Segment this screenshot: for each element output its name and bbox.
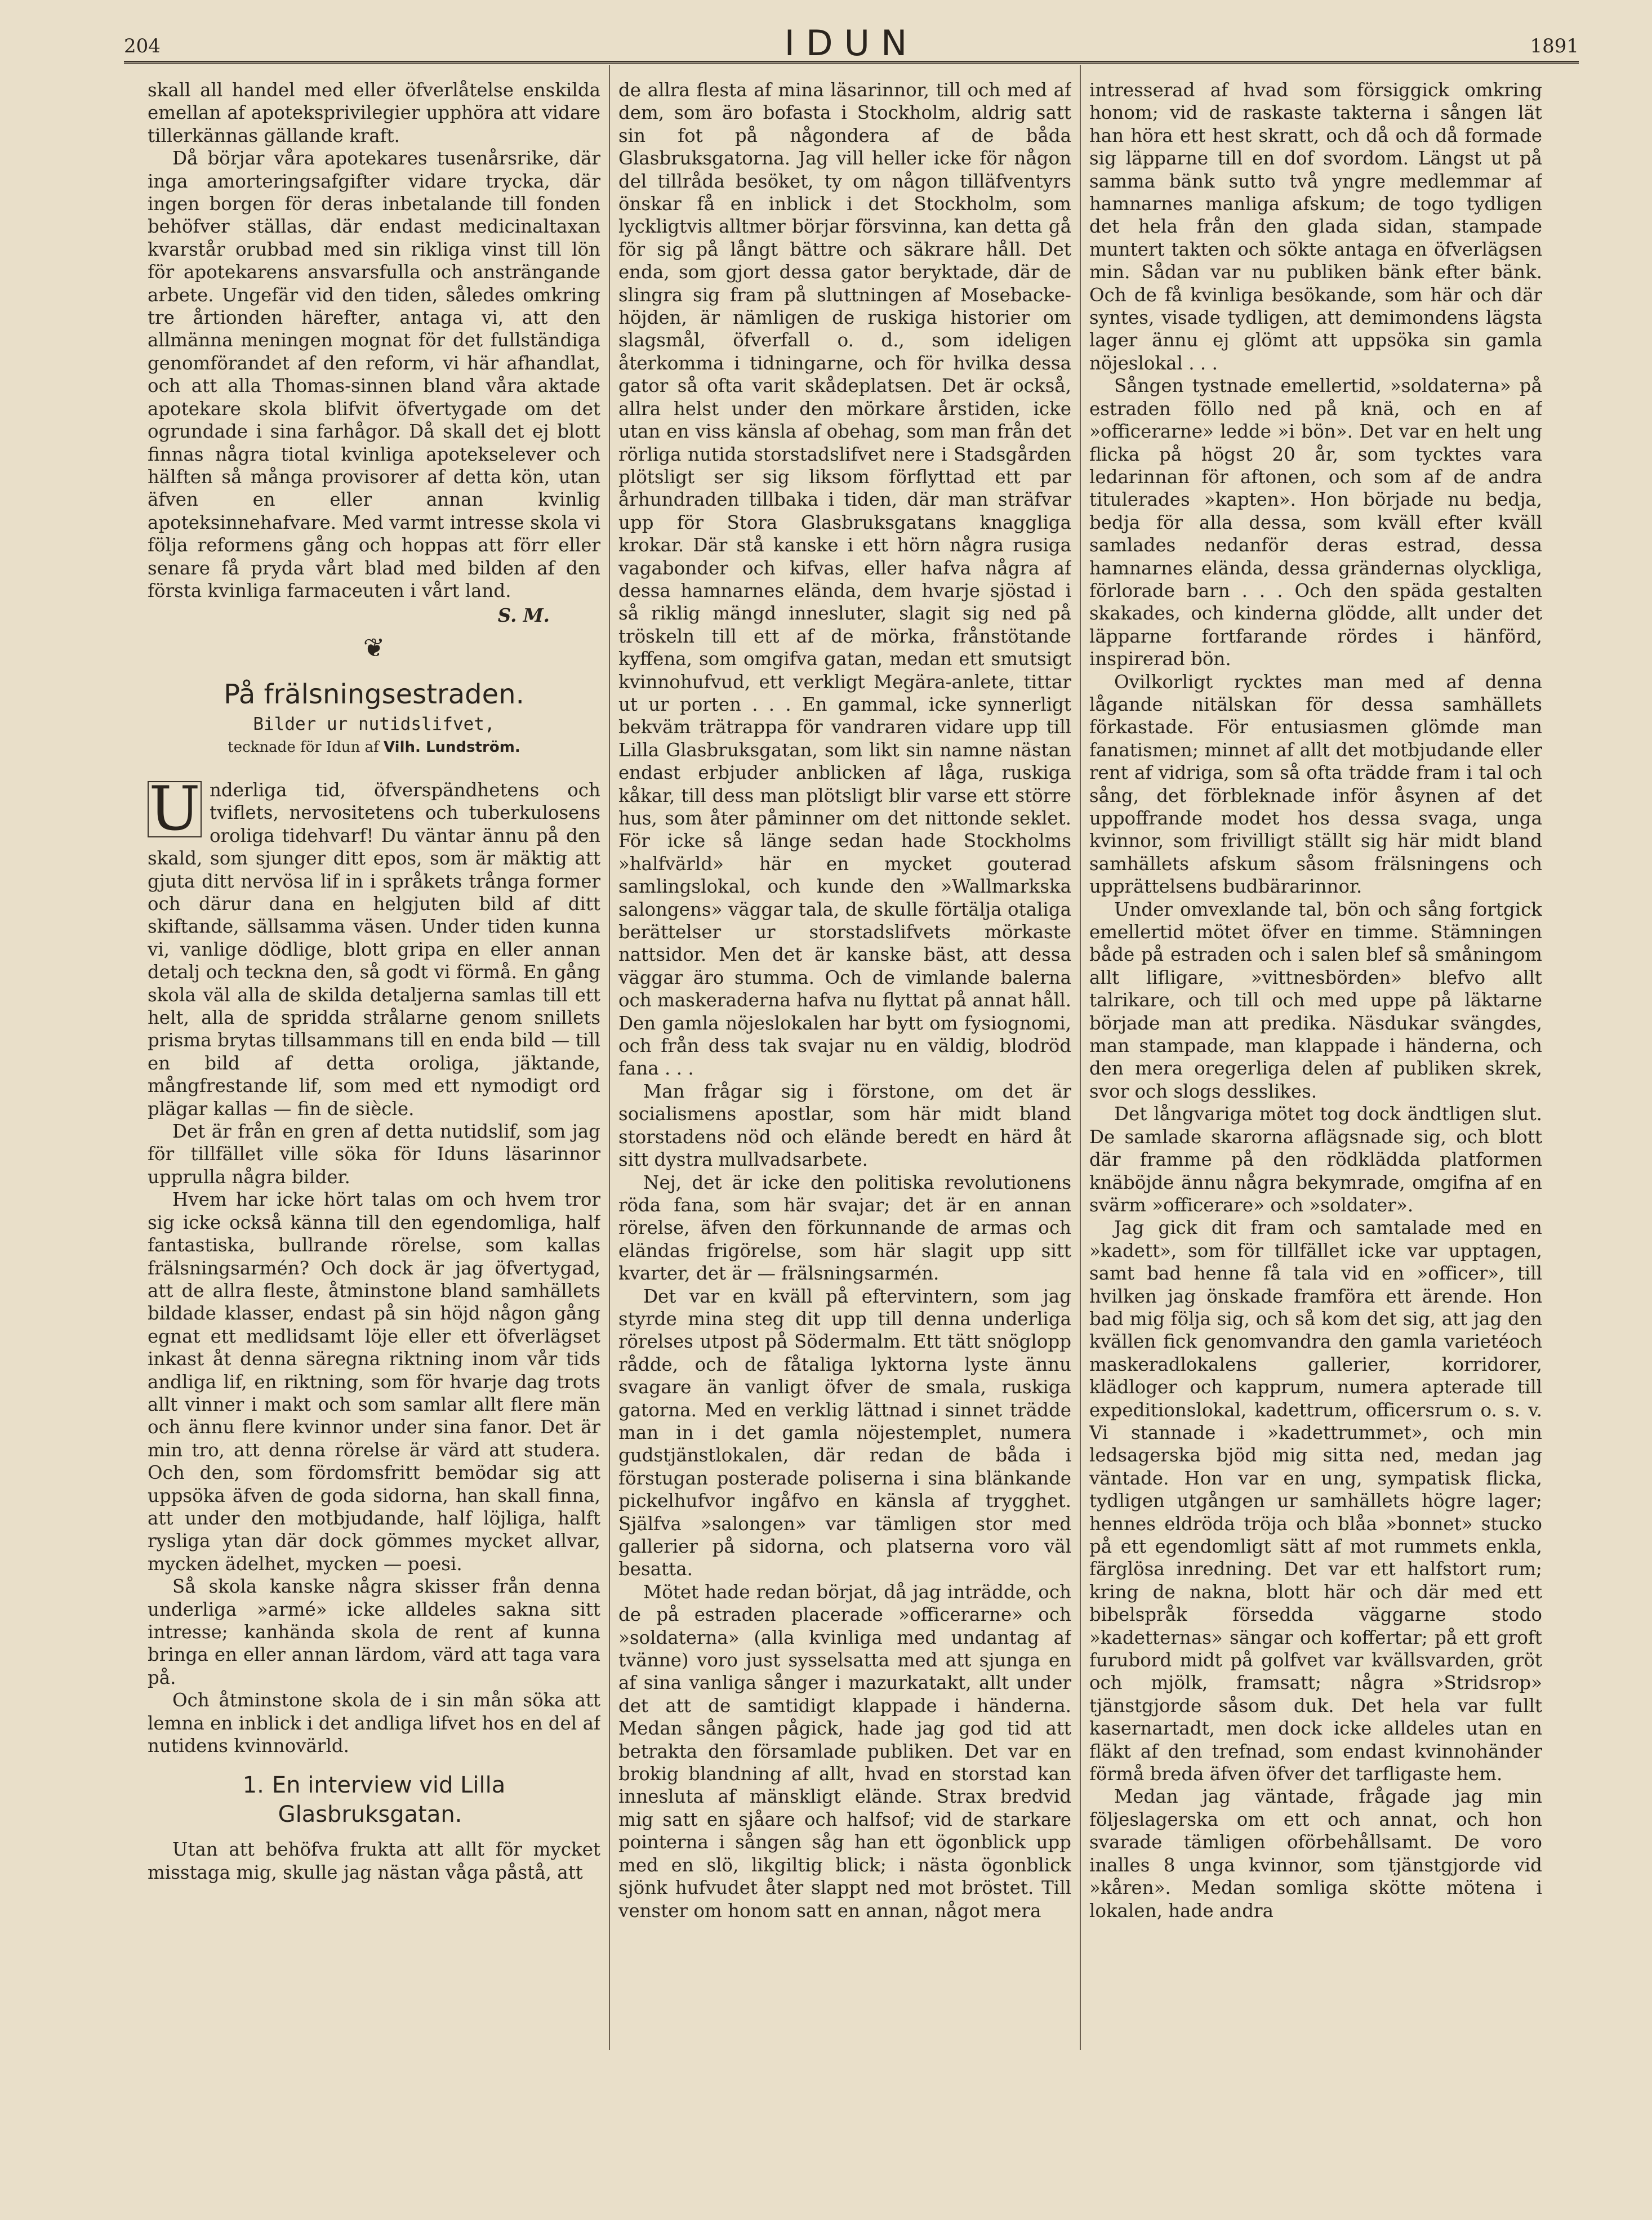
body-paragraph: nderliga tid, öfverspändhetens och tviflets, nervositetens och tuberkulosens oroliga tidehvarf! Du väntar ännu på den skald, som sjunger ditt epos, som är mäktig att gjuta ditt nervösa lif in i språkets trånga former och därur dana en helgjuten bild af ditt skiftande, sällsamma väsen. Under tiden kunna vi, vanlige dödlige, blott gripa en eller annan detalj och teckna den, så godt vi förmå. En gång skola väl alla de skilda detaljerna samlas till ett helt, alla de spridda strålarne genom snillets prisma brytas tillsammans till en enda bild — till en bild af detta oroliga, jäktande, mångfrestande lif, som med ett nymodigt ord plägar kallas — fin de siècle. xyxy=(148,779,600,1120)
body-paragraph: Ovilkorligt rycktes man med af denna lågande nitälskan för dessa samhällets förkastade. För entusiasmen glömde man fanatismen; minnet af allt det motbjudande eller rent af vidriga, som så ofta trädde fram i tal och sång, det förbleknade inför åsynen af det uppoffrande modet hos dessa svaga, unga kvinnor, som frivilligt ställt sig här midt bland samhällets afskum såsom frälsningens och upprättelsens budbärarinnor. xyxy=(1089,671,1542,898)
column-divider-1 xyxy=(609,65,610,2050)
article-signature: S. M. xyxy=(497,604,550,627)
body-paragraph: Nej, det är icke den politiska revolutionens röda fana, som här svajar; det är en annan rörelse, äfven den förkunnande de armas och eländas frigörelse, som här slagit upp sitt kvarter, det är — frälsningsarmén. xyxy=(618,1171,1071,1285)
ornament-icon: ❦ xyxy=(363,632,385,663)
drop-cap: U xyxy=(148,781,202,837)
body-paragraph: Det långvariga mötet tog dock ändtligen slut. De samlade skarorna aflägsnade sig, och blott där framme på den rödklädda platformen knäböjde ännu några bekymrade, omgifna af en svärm »officerare» och »soldater». xyxy=(1089,1103,1542,1216)
body-paragraph: Då börjar våra apotekares tusenårsrike, där inga amorteringsafgifter vidare trycka, där ingen borgen för deras inbetalande till fonden behöfver ställas, där endast medicinaltaxan kvarstår orubbad med sin rikliga vinst till lön för apotekarens ansvarsfulla och ansträngande arbete. Ungefär vid den tiden, således omkring tre årtionden härefter, antaga vi, att den allmänna meningen mognat för det fullständiga genomförandet af den reform, vi här afhandlat, och att alla Thomas-sinnen bland våra aktade apotekare skola blifvit öfvertygade om det ogrundade i sina farhågor. Då skall det ej blott finnas några tiotal kvinliga apotekselever och hälften så många provisorer af detta kön, utan äfven en eller annan kvinlig apoteksinnehafvare. Med varmt intresse skola vi följa reformens gång och hoppas att förr eller senare få pryda vårt blad med bilden af den första kvinliga farmaceuten i vårt land. xyxy=(148,148,600,601)
body-paragraph: Under omvexlande tal, bön och sång fortgick emellertid mötet öfver en timme. Stämningen både på estraden och i salen blef så småningom allt lifligare, »vittnesbörden» blefvo allt talrikare, och till och med uppe på läktarne började man att predika. Näsdukar svängdes, man stampade, man klappade i händerna, och den mera oregerliga delen af publiken skrek, svor och slogs desslikes. xyxy=(1089,898,1542,1102)
body-paragraph: Medan jag väntade, frågade jag min följeslagerska om ett och annat, och hon svarade tämligen oförbehållsamt. De voro inalles 8 unga kvinnor, som tjänstgjorde vid »kåren». Medan somliga skötte mötena i lokalen, hade andra xyxy=(1089,1786,1542,1922)
body-paragraph: Och åtminstone skola de i sin mån söka att lemna en inblick i det andliga lifvet hos en del af nutidens kvinnovärld. xyxy=(148,1689,600,1757)
column-divider-2 xyxy=(1080,65,1081,2050)
issue-year: 1891 xyxy=(1530,35,1579,57)
column-2 xyxy=(618,79,1071,2044)
column-1 xyxy=(148,79,600,2044)
body-paragraph: intresserad af hvad som försiggick omkring honom; vid de raskaste takterna i sången lät han höra ett hest skratt, och då och då formade sig läpparne till en dof svordom. Längst ut på samma bänk sutto två yngre medlemmar af hamnarnes manliga afskum; de togo tydligen det hela från den glada sidan, stampade muntert takten och sökte antaga en öfverlägsen min. Sådan var nu publiken bänk efter bänk. Och de få kvinliga besökande, som här och där syntes, visade tydligen, att demimondens lägsta lager ännu ej glömt att uppsöka sin gamla nöjeslokal . . . xyxy=(1089,79,1542,374)
body-paragraph: skall all handel med eller öfverlåtelse enskilda emellan af apoteksprivilegier upphöra att vidare tillerkännas gällande kraft. xyxy=(148,79,600,146)
article-title: På frälsningsestraden. xyxy=(224,679,524,711)
credit-prefix: tecknade för Idun af xyxy=(228,738,379,756)
body-paragraph: Så skola kanske några skisser från denna underliga »armé» icke alldeles sakna sitt intresse; kanhända skola de rent af kunna bringa en eller annan lärdom, värd att taga vara på. xyxy=(148,1576,600,1688)
body-paragraph: Sången tystnade emellertid, »soldaterna» på estraden föllo ned på knä, och en af »officerarne» ledde »i bön». Det var en helt ung flicka på högst 20 år, som tycktes vara ledarinnan för aftonen, och som af de andra titulerades »kapten». Hon började nu bedja, bedja för alla dessa, som kväll efter kväll samlades nedanför deras estrad, dessa hamnarnes elända, dessa grändernas olyckliga, förlorade barn . . . Och den späda gestalten skakades, och kinderna glödde, allt under det läpparne fortfarande rördes i hänförd, inspirerad bön. xyxy=(1089,375,1542,670)
header-rule xyxy=(124,61,1579,64)
body-paragraph: de allra flesta af mina läsarinnor, till och med af dem, som äro bofasta i Stockholm, aldrig satt sin fot på någondera af de båda Glasbruksgatorna. Jag vill heller icke för någon del tillråda besöket, ty om någon tilläfventyrs önskar få en inblick i det Stockholm, som lyckligtvis alltmer börjar försvinna, kan detta gå för sig på långt bättre och säkrare håll. Det enda, som gjort dessa gator beryktade, där de slingra sig fram på sluttningen af Mosebacke-höjden, är nämligen de ruskiga historier om slagsmål, öfverfall o. d., som ideligen återkomma i tidningarne, och för hvilka dessa gator så ofta varit skådeplatsen. Det är också, allra helst under den mörkare årstiden, icke utan en viss känsla af obehag, som man från det rörliga nutida storstadslifvet nere i Stadsgården plötsligt ser sig liksom förflyttad ett par århundraden tillbaka i tiden, där man sträfvar upp för Stora Glasbruksgatans knaggliga krokar. Där stå kanske i ett hörn några rusiga vagabonder och kifvas, eller hafva några af dessa hamnarnes elända, dem hvarje sjöstad i så riklig mängd innesluter, slagit sig ned på tröskeln till ett af de mörka, frånstötande kyffena, som omgifva gatan, medan ett smutsigt kvinnohufvud, ett verkligt Megära-anlete, tittar ut ur porten . . . En gammal, icke synnerligt bekväm trätrappa för vandraren vidare upp till Lilla Glasbruksgatan, som likt sin namne nästan endast erbjuder anblicken af låga, ruskiga kåkar, till dess man plötsligt blir varse ett större hus, som åter påminner om det nittonde seklet. För icke så länge sedan hade Stockholms »halfvärld» här en mycket gouterad samlingslokal, och kunde den »Wallmarkska salongens» väggar tala, de skulle förtälja otaliga berättelser ur storstadslifvets mörkaste nattsidor. Men det är kanske bäst, att dessa väggar äro stumma. Och de vimlande balerna och maskeraderna hafva nu flyttat på annat håll. Den gamla nöjeslokalen har bytt om fysiognomi, och från dess tak svajar nu en väldig, blodröd fana . . . xyxy=(618,79,1071,1080)
body-paragraph: Jag gick dit fram och samtalade med en »kadett», som för tillfället icke var upptagen, samt bad henne få tala vid en »officer», till hvilken jag önskade framföra ett ärende. Hon bad mig följa sig, och så kom det sig, att jag den kvällen fick genomvandra den gamla varietéoch maskeradlokalens gallerier, korridorer, klädloger och kapprum, numera apterade till expeditionslokal, kadettrum, officersrum o. s. v. Vi stannade i »kadettrummet», och min ledsagerska bjöd mig sitta ned, medan jag väntade. Hon var en ung, sympatisk flicka, tydligen utgången ur samhällets högre lager; hennes eldröda tröja och blåa »bonnet» stucko på ett egendomligt sätt af mot rummets enkla, färglösa inredning. Det var ett halfstort rum; kring de nakna, blott här och där med ett bibelspråk försedda väggarne stodo »kadetternas» sängar och koffertar; på ett groft furubord midt på golfvet var kvällsvarden, gröt och mjölk, framsatt; några »Stridsrop» tjänstgjorde såsom duk. Det hela var fullt kasernartadt, men dock icke alldeles utan en fläkt af den trefnad, som endast kvinnohänder förmå breda äfven öfver det tarfligaste hem. xyxy=(1089,1217,1542,1785)
section-title: En interview vid Lilla Glasbruksgatan. xyxy=(271,1772,506,1828)
article-credit xyxy=(148,736,600,759)
page-number: 204 xyxy=(124,35,161,57)
article-subtitle: Bilder ur nutidslifvet, xyxy=(253,714,495,735)
body-paragraph: Utan att behöfva frukta att allt för mycket misstaga mig, skulle jag nästan våga påstå, att xyxy=(148,1839,600,1883)
body-paragraph: Hvem har icke hört talas om och hvem tror sig icke också känna till den egendomliga, half fantastiska, bullrande rörelse, som kallas frälsningsarmén? Och dock är jag öfvertygad, att de allra fleste, åtminstone bland samhällets bildade klasser, endast på sin höjd någon gång egnat ett medlidsamt löje eller ett öfverlägset inkast åt denna säregna riktning inom vår tids andliga lif, en riktning, som för hvarje dag trots allt vinner i makt och som samlar allt flere män och ännu flere kvinnor under sina fanor. Det är min tro, att denna rörelse är värd att studera. Och den, som fördomsfritt bemödar sig att uppsöka äfven de goda sidorna, han skall finna, att under den motbjudande, half löjliga, halft rysliga ytan där dock gömmes mycket allvar, mycken ädelhet, mycken — poesi. xyxy=(148,1189,600,1575)
body-paragraph: Det är från en gren af detta nutidslif, som jag för tillfället ville söka för Iduns läsarinnor upprulla några bilder. xyxy=(148,1121,600,1188)
body-paragraph: Mötet hade redan börjat, då jag inträdde, och de på estraden placerade »officerarne» och »soldaterna» (alla kvinliga med undantag af tvänne) voro just sysselsatta med att sjunga en af sina vanliga sånger i mazurkatakt, allt under det att de samtidigt klappade i händerna. Medan sången pågick, hade jag god tid att betrakta den församlade publiken. Det var en brokig blandning af allt, hvad en storstad kan innesluta af mänskligt elände. Strax bredvid mig satt en sjåare och halfsof; vid de starkare pointerna i sången såg han ett ögonblick upp med en slö, likgiltig blick; i nästa ögonblick sjönk hufvudet åter slappt ned mot bröstet. Till venster om honom satt en annan, något mera xyxy=(618,1581,1071,1922)
masthead-title: IDUN xyxy=(784,23,919,64)
section-number: 1. xyxy=(242,1772,264,1799)
section-heading xyxy=(148,1771,600,1829)
column-3 xyxy=(1089,79,1542,2044)
body-paragraph: Man frågar sig i förstone, om det är socialismens apostlar, som här midt bland storstadens nöd och elände beredt en härd åt sitt dystra mullvadsarbete. xyxy=(618,1080,1071,1171)
credit-author: Vilh. Lundström. xyxy=(384,738,520,756)
body-paragraph: Det var en kväll på eftervintern, som jag styrde mina steg dit upp till denna underliga rörelses utpost på Södermalm. Ett tätt snöglopp rådde, och de fåtaliga lyktorna lyste ännu svagare än vanligt öfver de smala, ruskiga gatorna. Med en verklig lättnad i sinnet trädde man in i det gamla nöjestemplet, numera gudstjänstlokalen, där redan de båda i förstugan posterade poliserna i sina blänkande pickelhufvor ingåfvo en känsla af trygghet. Själfva »salongen» var tämligen stor med gallerier på sidorna, och platserna voro väl besatta. xyxy=(618,1285,1071,1580)
